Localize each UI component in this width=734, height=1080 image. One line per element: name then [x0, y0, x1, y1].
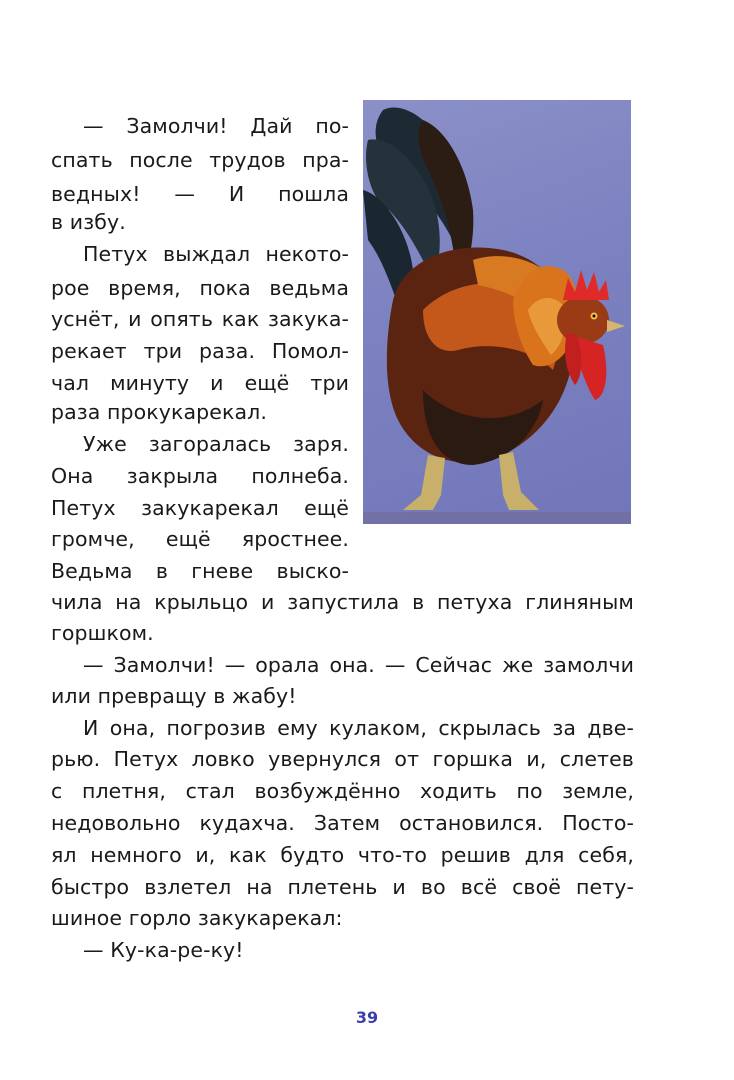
- text-line: — Замолчи! Дай по-: [83, 114, 349, 138]
- text-line: чал минуту и ещё три: [51, 371, 349, 395]
- text-line: с плетня, стал возбуждённо ходить по земле,: [51, 779, 634, 803]
- text-line: И она, погрозив ему кулаком, скрылась за две-: [83, 716, 634, 740]
- text-line: Петух выждал некото-: [83, 242, 349, 266]
- text-line: рекает три раза. Помол-: [51, 339, 349, 363]
- text-line: — Замолчи! — орала она. — Сейчас же замолчи: [83, 653, 634, 677]
- text-line: рью. Петух ловко увернулся от горшка и, слетев: [51, 747, 634, 771]
- rooster-illustration: [363, 100, 631, 524]
- text-line: шиное горло закукарекал:: [51, 906, 343, 930]
- text-line: горшком.: [51, 621, 154, 645]
- text-line: Она закрыла полнеба.: [51, 464, 349, 488]
- text-line: ял немного и, как будто что-то решив для себя,: [51, 843, 634, 867]
- text-line: Ведьма в гневе выско-: [51, 559, 349, 583]
- text-line: уснёт, и опять как закука-: [51, 307, 349, 331]
- page-number: 39: [355, 1008, 379, 1027]
- text-line: чила на крыльцо и запустила в петуха глиняным: [51, 590, 634, 614]
- text-line: рое время, пока ведьма: [51, 276, 349, 300]
- text-line: быстро взлетел на плетень и во всё своё пету-: [51, 875, 634, 899]
- text-line: — Ку-ка-ре-ку!: [83, 938, 244, 962]
- text-line: Уже загоралась заря.: [83, 432, 349, 456]
- text-line: в избу.: [51, 210, 126, 234]
- text-line: громче, ещё яростнее.: [51, 527, 349, 551]
- rooster-photo: [363, 100, 631, 524]
- text-line: Петух закукарекал ещё: [51, 496, 349, 520]
- text-line: спать после трудов пра-: [51, 148, 349, 172]
- text-line: или превращу в жабу!: [51, 684, 297, 708]
- text-line: недовольно кудахча. Затем остановился. Посто-: [51, 811, 634, 835]
- text-line: раза прокукарекал.: [51, 400, 267, 424]
- text-line: ведных! — И пошла: [51, 182, 349, 206]
